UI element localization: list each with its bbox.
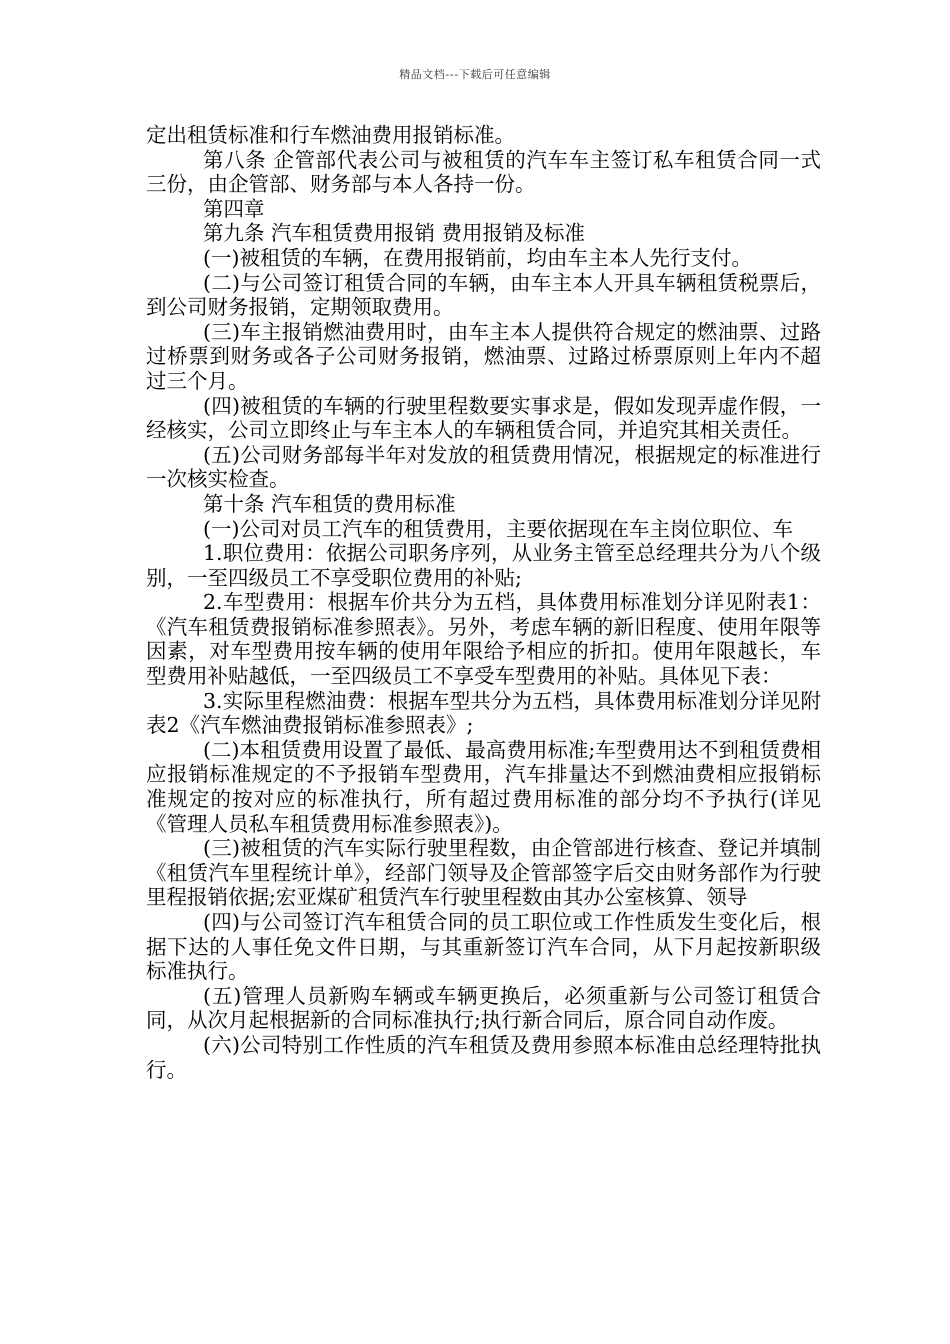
chapter-heading: 第四章 (203, 196, 265, 221)
document-body (146, 123, 821, 1082)
article-heading: 第十条 汽车租赁的费用标准 (203, 491, 456, 516)
paragraph: 2.车型费用：根据车价共分为五档，具体费用标准划分详见附表1：《汽车租赁费报销标准参照表》。另外，考虑车辆的新旧程度、使用年限等因素，对车型费用按车辆的使用年限给予相应的折扣。使用年限越长，车型费用补贴越低，一至四级员工不享受车型费用的补贴。具体见下表： (146, 590, 821, 689)
paragraph: 定出租赁标准和行车燃油费用报销标准。 (146, 123, 515, 147)
paragraph: (六)公司特别工作性质的汽车租赁及费用参照本标准由总经理特批执行。 (146, 1032, 821, 1082)
page-header: 精品文档---下载后可任意编辑 (399, 68, 551, 81)
paragraph: 3.实际里程燃油费：根据车型共分为五档，具体费用标准划分详见附表2《汽车燃油费报销标准参照表》; (146, 688, 821, 738)
paragraph: (一)公司对员工汽车的租赁费用，主要依据现在车主岗位职位、车 (203, 516, 793, 541)
paragraph: (二)与公司签订租赁合同的车辆，由车主本人开具车辆租赁税票后，到公司财务报销，定期领取费用。 (146, 270, 821, 320)
paragraph: 1.职位费用：依据公司职务序列，从业务主管至总经理共分为八个级别，一至四级员工不享受职位费用的补贴; (146, 541, 821, 590)
paragraph: (一)被租赁的车辆，在费用报销前，均由车主本人先行支付。 (203, 245, 752, 270)
paragraph: (四)与公司签订汽车租赁合同的员工职位或工作性质发生变化后，根据下达的人事任免文件日期，与其重新签订汽车合同，从下月起按新职级标准执行。 (146, 910, 821, 984)
paragraph: 第八条 企管部代表公司与被租赁的汽车车主签订私车租赁合同一式三份，由企管部、财务部与本人各持一份。 (146, 147, 821, 197)
paragraph: (二)本租赁费用设置了最低、最高费用标准;车型费用达不到租赁费相应报销标准规定的不予报销车型费用，汽车排量达不到燃油费相应报销标准规定的按对应的标准执行，所有超过费用标准的部分均不予执行(详见《管理人员私车租赁费用标准参照表》)。 (146, 737, 821, 836)
paragraph: (五)管理人员新购车辆或车辆更换后，必须重新与公司签订租赁合同，从次月起根据新的合同标准执行;执行新合同后，原合同自动作废。 (146, 983, 821, 1033)
paragraph: (四)被租赁的车辆的行驶里程数要实事求是，假如发现弄虚作假，一经核实，公司立即终止与车主本人的车辆租赁合同，并追究其相关责任。 (146, 393, 821, 443)
paragraph: (五)公司财务部每半年对发放的租赁费用情况，根据规定的标准进行一次核实检查。 (146, 442, 821, 492)
paragraph: (三)车主报销燃油费用时，由车主本人提供符合规定的燃油票、过路过桥票到财务或各子公司财务报销，燃油票、过路过桥票原则上年内不超过三个月。 (146, 319, 821, 393)
article-heading: 第九条 汽车租赁费用报销 费用报销及标准 (203, 221, 586, 246)
paragraph: (三)被租赁的汽车实际行驶里程数，由企管部进行核查、登记并填制《租赁汽车里程统计单》，经部门领导及企管部签字后交由财务部作为行驶里程报销依据;宏亚煤矿租赁汽车行驶里程数由其办公室核算、领导 (146, 836, 821, 910)
